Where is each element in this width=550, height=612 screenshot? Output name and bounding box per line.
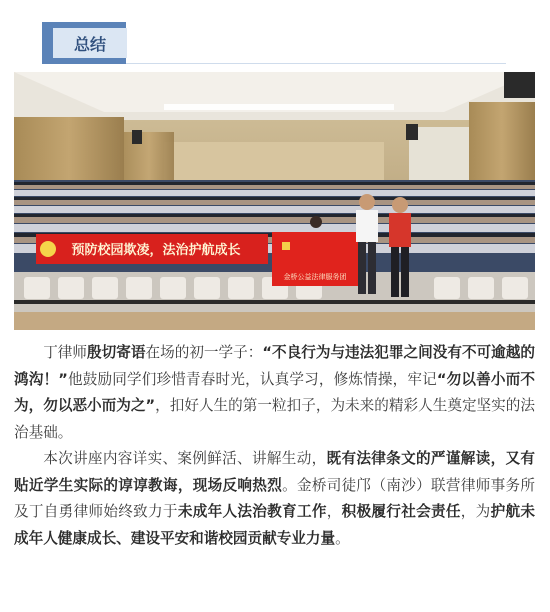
auditorium-photo [14,72,535,330]
emphasis-text: 积极履行社会责任 [341,503,461,520]
emphasis-text: 殷切寄语 [87,344,146,361]
summary-paragraph-1 [14,340,535,446]
body-text: 。 [335,529,350,547]
emphasis-text: “不良行为与违法犯罪之间没有不可逾越的鸿沟！” [14,344,535,388]
banner-right [272,232,358,286]
summary-paragraph-2 [14,446,535,552]
body-text: ， [326,503,342,520]
body-text: 在场的初一学子： [145,344,263,361]
emphasis-text: 未成年人法治教育工作 [177,503,327,520]
body-text: 丁律师 [43,344,88,361]
emphasis-text: 护航未成年人健康成长、建设平安和谐校园贡献专业力量 [14,503,535,547]
body-text: ，扣好人生的第一粒扣子，为未来的精彩人生奠定坚实的法治基础。 [14,397,535,441]
banner-left [36,234,268,264]
body-text: 本次讲座内容详实、案例鲜活、讲解生动， [43,450,327,467]
body-text: 他鼓励同学们珍惜青春时光，认真学习，修炼情操，牢记 [67,370,437,388]
svg-text:金桥公益法律服务团: 金桥公益法律服务团 [283,273,347,281]
section-header [42,22,126,64]
body-text: ，为 [460,503,491,520]
event-photo [14,72,535,330]
emphasis-text: 既有法律条文的严谨解读，又有贴近学生实际的谆谆教诲，现场反响热烈 [14,450,535,494]
body-text: 。金桥司徒邝（南沙）联营律师事务所及丁自勇律师始终致力于 [14,476,535,520]
header-divider [126,63,506,64]
svg-text:预防校园欺凌，法治护航成长: 预防校园欺凌，法治护航成长 [71,243,241,258]
summary-text [14,340,535,552]
section-title: 总结 [48,28,127,58]
emphasis-text: “勿以善小而不为，勿以恶小而为之” [14,370,535,414]
